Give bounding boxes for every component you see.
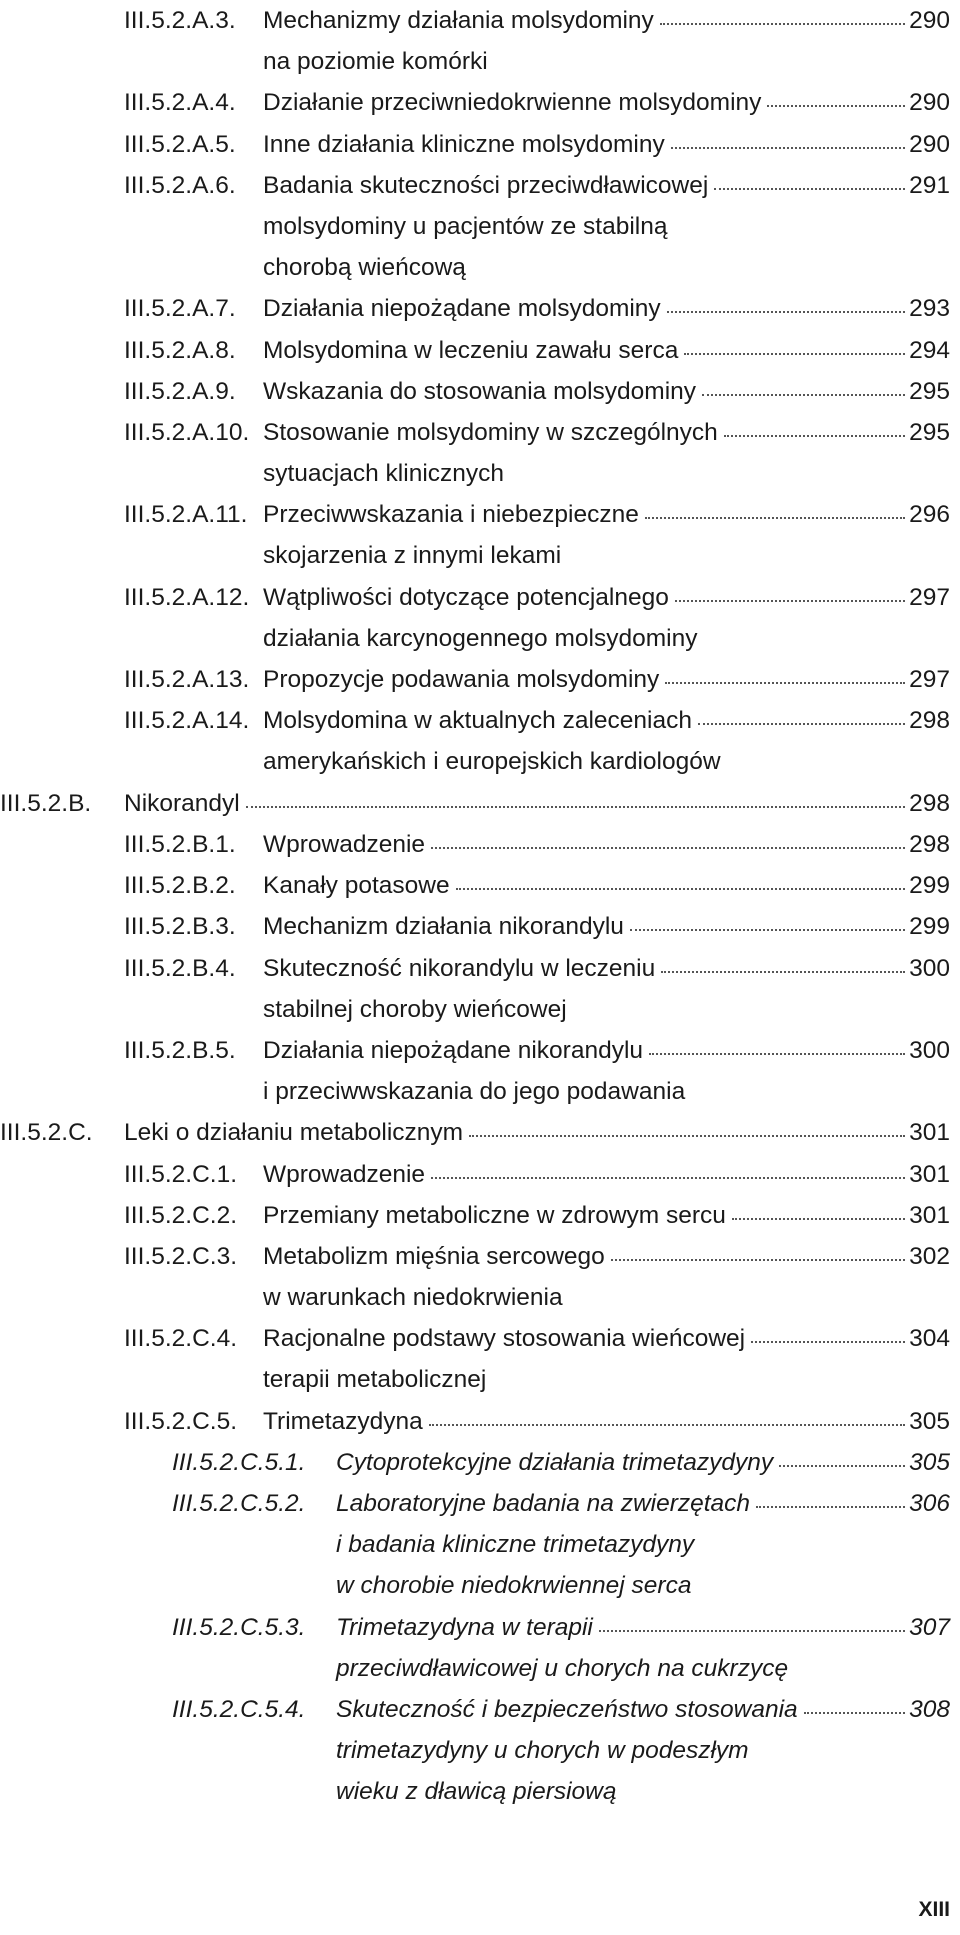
toc-entry-title-line: Molsydomina w leczeniu zawału serca	[263, 336, 679, 364]
toc-entry-title	[263, 1318, 950, 1400]
toc-entry-title-line: Wskazania do stosowania molsydominy	[263, 377, 697, 405]
toc-entry-title-line: Mechanizmy działania molsydominy	[263, 7, 654, 34]
toc-entry-title	[263, 288, 950, 329]
toc-entry	[0, 906, 960, 947]
toc-entry-title-line: Skuteczność i bezpieczeństwo stosowania	[336, 1696, 798, 1724]
toc-entry-title	[263, 165, 950, 288]
dot-leader	[431, 847, 905, 849]
toc-entry-number: III.5.2.A.4.	[124, 89, 236, 117]
toc-entry-title-line: Wprowadzenie	[263, 831, 426, 858]
toc-entry	[0, 1607, 960, 1689]
toc-entry-page: 300	[909, 954, 950, 982]
toc-entry-title-line: Cytoprotekcyjne działania trimetazydyny	[336, 1449, 774, 1476]
dot-leader	[431, 1177, 905, 1179]
toc-entry-number: III.5.2.C.5.	[124, 1407, 238, 1435]
toc-entry-title-line: Działanie przeciwniedokrwienne molsydominy	[263, 89, 762, 117]
page-number: XIII	[918, 1898, 950, 1921]
toc-entry-page: 304	[909, 1325, 950, 1353]
toc-entry-title-line: działania karcynogennego molsydominy	[263, 624, 698, 652]
toc-entry-title-line: skojarzenia z innymi lekami	[263, 542, 562, 570]
toc-entry	[0, 494, 960, 576]
toc-entry-number: III.5.2.A.11.	[124, 501, 248, 529]
toc-entry-page: 299	[909, 913, 950, 941]
dot-leader	[660, 23, 905, 25]
toc-entry-number: III.5.2.A.3.	[124, 7, 236, 34]
dot-leader	[599, 1630, 905, 1632]
toc-entry-number: III.5.2.A.10.	[124, 419, 250, 446]
toc-entry	[0, 577, 960, 659]
toc-entry-title	[263, 824, 950, 865]
toc-entry-title	[336, 1607, 950, 1689]
toc-entry	[0, 1030, 960, 1112]
toc-entry	[0, 330, 960, 371]
toc-entry	[0, 412, 960, 494]
toc-entry	[0, 948, 960, 1030]
toc-entry-number: III.5.2.B.	[0, 789, 92, 817]
toc-entry	[0, 659, 960, 700]
toc-entry-page: 295	[909, 377, 950, 405]
toc-entry-title	[336, 1483, 950, 1606]
toc-entry-title-line: i badania kliniczne trimetazydyny	[336, 1531, 695, 1559]
toc-entry-page: 297	[909, 666, 950, 694]
dot-leader	[779, 1465, 905, 1467]
toc-entry-title-line: Mechanizm działania nikorandylu	[263, 913, 624, 941]
toc-entry-title	[263, 1236, 950, 1318]
toc-entry-number: III.5.2.C.3.	[124, 1243, 238, 1270]
dot-leader	[714, 188, 905, 190]
toc-entry-title	[263, 1195, 950, 1236]
toc-entry-title-line: Wprowadzenie	[263, 1160, 426, 1188]
toc-entry-title-line: molsydominy u pacjentów ze stabilną	[263, 212, 668, 240]
dot-leader	[667, 311, 905, 313]
toc-entry-title-line: Przeciwwskazania i niebezpieczne	[263, 501, 639, 529]
toc-entry	[0, 1318, 960, 1400]
toc-entry-title-line: Trimetazydyna	[263, 1407, 423, 1435]
toc-entry-title	[263, 124, 950, 165]
dot-leader	[675, 600, 905, 602]
toc-entry	[0, 1195, 960, 1236]
toc-entry	[0, 371, 960, 412]
toc-entry	[0, 1483, 960, 1607]
dot-leader	[698, 723, 905, 725]
toc-entry	[0, 865, 960, 906]
toc-entry-page: 293	[909, 295, 950, 323]
toc-entry-title	[263, 906, 950, 947]
toc-entry-page: 295	[909, 419, 950, 446]
toc-entry-page: 296	[909, 501, 950, 529]
toc-entry-page: 298	[909, 831, 950, 858]
dot-leader	[645, 517, 905, 519]
toc-entry-title-line: Badania skuteczności przeciwdławicowej	[263, 171, 709, 199]
toc-entry-number: III.5.2.A.6.	[124, 171, 236, 199]
toc-entry-number: III.5.2.A.12.	[124, 583, 250, 611]
toc-entry	[0, 1401, 960, 1442]
toc-entry-page: 290	[909, 130, 950, 158]
toc-entry	[0, 0, 960, 82]
toc-entry-page: 290	[909, 89, 950, 117]
toc-entry-number: III.5.2.C.2.	[124, 1201, 238, 1229]
toc-entry	[0, 165, 960, 289]
toc-entry	[0, 1236, 960, 1318]
toc-entry-title-line: Racjonalne podstawy stosowania wieńcowej	[263, 1325, 746, 1353]
dot-leader	[767, 105, 905, 107]
toc-entry-page: 302	[909, 1243, 950, 1270]
dot-leader	[456, 888, 906, 890]
dot-leader	[665, 682, 905, 684]
toc-entry-title-line: Wątpliwości dotyczące potencjalnego	[263, 583, 669, 611]
toc-entry-title	[263, 1154, 950, 1195]
toc-entry-title	[263, 371, 950, 412]
toc-entry-title	[263, 1030, 950, 1112]
toc-entry-title-line: w warunkach niedokrwienia	[263, 1284, 563, 1311]
toc-entry-number: III.5.2.C.5.4.	[172, 1696, 306, 1724]
toc-entry-title-line: Działania niepożądane molsydominy	[263, 295, 661, 323]
toc-entry-title	[263, 494, 950, 576]
toc-entry-title	[263, 1401, 950, 1442]
toc-entry-number: III.5.2.C.1.	[124, 1160, 238, 1188]
dot-leader	[756, 1506, 905, 1508]
dot-leader	[246, 806, 905, 808]
toc-entry	[0, 288, 960, 329]
toc-entry-number: III.5.2.A.9.	[124, 377, 236, 405]
toc-entry-title	[263, 659, 950, 700]
toc-entry-title-line: Propozycje podawania molsydominy	[263, 666, 660, 694]
dot-leader	[469, 1135, 905, 1137]
toc-entry-title	[124, 783, 950, 824]
toc-entry-title	[263, 82, 950, 123]
toc-entry-title-line: Skuteczność nikorandylu w leczeniu	[263, 954, 656, 982]
toc-entry-number: III.5.2.C.5.3.	[172, 1613, 306, 1641]
toc-entry-number: III.5.2.A.5.	[124, 130, 236, 158]
toc-entry-title	[336, 1689, 950, 1812]
toc-entry-page: 305	[909, 1449, 950, 1476]
toc-entry-page: 290	[909, 7, 950, 34]
toc-entry-title	[263, 700, 950, 782]
dot-leader	[649, 1053, 905, 1055]
toc-entry-page: 299	[909, 872, 950, 900]
toc-entry-page: 300	[909, 1037, 950, 1064]
toc-entry	[0, 82, 960, 123]
toc-entry-title-line: na poziomie komórki	[263, 48, 488, 75]
toc-entry-title-line: Metabolizm mięśnia sercowego	[263, 1243, 605, 1270]
dot-leader	[724, 435, 905, 437]
toc-entry-title-line: Leki o działaniu metabolicznym	[124, 1119, 464, 1147]
toc-entry-page: 301	[909, 1160, 950, 1188]
toc-entry-number: III.5.2.C.	[0, 1119, 93, 1147]
dot-leader	[429, 1424, 905, 1426]
toc-entry-number: III.5.2.B.3.	[124, 913, 236, 941]
toc-entry	[0, 1442, 960, 1483]
toc-entry-number: III.5.2.A.13.	[124, 666, 250, 694]
dot-leader	[671, 147, 905, 149]
toc-entry-page: 298	[909, 707, 950, 735]
toc-entry-title	[263, 577, 950, 659]
toc-entry-title-line: Przemiany metaboliczne w zdrowym sercu	[263, 1201, 726, 1229]
toc-entry-title-line: chorobą wieńcową	[263, 253, 466, 281]
toc-entry-title-line: terapii metabolicznej	[263, 1366, 487, 1394]
toc-entry	[0, 783, 960, 824]
toc-entry-title-line: Działania niepożądane nikorandylu	[263, 1037, 644, 1064]
dot-leader	[630, 929, 905, 931]
toc-entry-title-line: trimetazydyny u chorych w podeszłym	[336, 1737, 749, 1765]
toc-entry-title-line: Laboratoryjne badania na zwierzętach	[336, 1490, 751, 1518]
toc-entry-title-line: i przeciwwskazania do jego podawania	[263, 1078, 686, 1105]
toc-entry-title-line: Nikorandyl	[124, 789, 240, 817]
toc-entry-title-line: Molsydomina w aktualnych zaleceniach	[263, 707, 692, 735]
toc-entry-number: III.5.2.C.5.2.	[172, 1490, 306, 1518]
toc-entry	[0, 824, 960, 865]
toc-entry-title-line: Trimetazydyna w terapii	[336, 1613, 593, 1641]
toc-entry-title	[263, 412, 950, 494]
toc-entry-page: 306	[909, 1490, 950, 1518]
toc-entry-number: III.5.2.B.4.	[124, 954, 236, 982]
toc-entry	[0, 700, 960, 782]
toc-entry-title-line: wieku z dławicą piersiową	[336, 1778, 617, 1806]
dot-leader	[804, 1712, 905, 1714]
toc-entry	[0, 1689, 960, 1813]
toc-entry-title-line: w chorobie niedokrwiennej serca	[336, 1572, 692, 1600]
toc-entry-page: 305	[909, 1407, 950, 1435]
dot-leader	[661, 971, 905, 973]
toc-entry-page: 301	[909, 1201, 950, 1229]
toc-entry-title	[263, 948, 950, 1030]
toc-entry-page: 308	[909, 1696, 950, 1724]
toc-entry-title-line: stabilnej choroby wieńcowej	[263, 995, 567, 1023]
toc-entry-title-line: amerykańskich i europejskich kardiologów	[263, 748, 721, 776]
toc-entry-number: III.5.2.B.5.	[124, 1037, 236, 1064]
dot-leader	[732, 1218, 905, 1220]
toc-entry-page: 301	[909, 1119, 950, 1147]
toc-entry-title-line: Inne działania kliniczne molsydominy	[263, 130, 665, 158]
toc-entry-title	[336, 1442, 950, 1483]
toc-entry-page: 294	[909, 336, 950, 364]
toc-entry-number: III.5.2.C.5.1.	[172, 1449, 306, 1476]
toc-entry-title	[263, 330, 950, 371]
toc-entry-page: 297	[909, 583, 950, 611]
toc-entry-page: 298	[909, 789, 950, 817]
toc-entry-title	[263, 0, 950, 82]
toc-entry	[0, 1112, 960, 1153]
toc-entry-number: III.5.2.A.7.	[124, 295, 236, 323]
toc-entry-title-line: sytuacjach klinicznych	[263, 460, 505, 487]
dot-leader	[684, 353, 905, 355]
dot-leader	[751, 1341, 905, 1343]
toc-entry	[0, 1154, 960, 1195]
toc-entry-number: III.5.2.C.4.	[124, 1325, 238, 1353]
toc-entry	[0, 124, 960, 165]
toc-entry-number: III.5.2.B.1.	[124, 831, 236, 858]
toc-entry-number: III.5.2.A.14.	[124, 707, 250, 735]
toc-entry-page: 307	[909, 1613, 950, 1641]
toc-entry-title	[124, 1112, 950, 1153]
toc-entry-title	[263, 865, 950, 906]
toc-entry-title-line: Kanały potasowe	[263, 872, 450, 900]
dot-leader	[611, 1259, 905, 1261]
toc-entry-page: 291	[909, 171, 950, 199]
toc-entry-title-line: Stosowanie molsydominy w szczególnych	[263, 419, 718, 446]
toc-entry-number: III.5.2.A.8.	[124, 336, 236, 364]
toc-entry-title-line: przeciwdławicowej u chorych na cukrzycę	[336, 1654, 789, 1682]
toc-entry-number: III.5.2.B.2.	[124, 872, 236, 900]
dot-leader	[702, 394, 905, 396]
